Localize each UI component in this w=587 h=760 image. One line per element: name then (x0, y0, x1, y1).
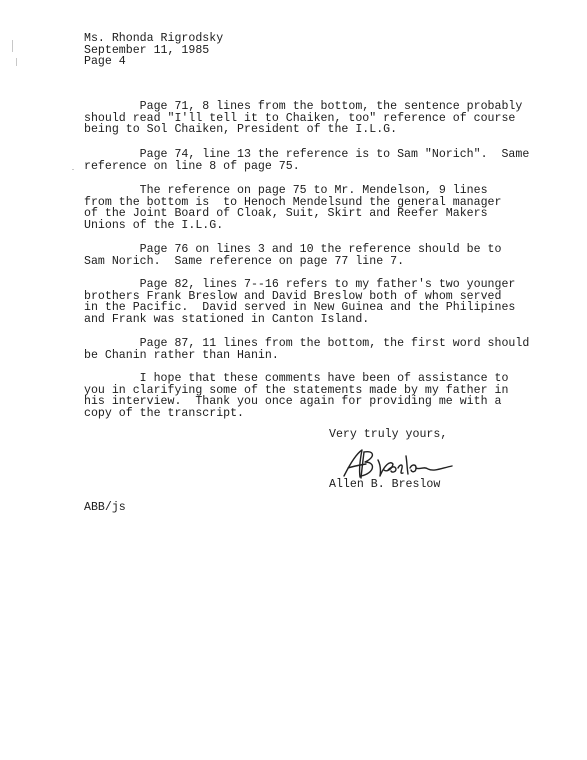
paragraph-line: you in clarifying some of the statements made by my father in (84, 383, 509, 397)
scan-speck (16, 58, 17, 66)
paragraph-page-74 (84, 149, 584, 172)
scan-speck (12, 40, 13, 52)
paragraph-line: Unions of the I.L.G. (84, 218, 224, 232)
paragraph-line: Page 71, 8 lines from the bottom, the sentence probably (84, 100, 523, 113)
paragraph-line: of the Joint Board of Cloak, Suit, Skirt and Reefer Makers (84, 207, 488, 221)
paragraph-page-71 (84, 101, 584, 136)
paragraph-closing-remarks (84, 373, 584, 419)
paragraph-line: be Chanin rather than Hanin. (84, 348, 279, 362)
complimentary-close: Very truly yours, (329, 428, 448, 441)
paragraph-line: The reference on page 75 to Mr. Mendelson, 9 lines (84, 184, 488, 197)
paragraph-line: his interview. Thank you once again for providing me with a (84, 395, 502, 409)
paragraph-page-82 (84, 279, 584, 325)
scan-speck (72, 169, 74, 170)
paragraph-line: reference on line 8 of page 75. (84, 159, 300, 173)
paragraph-line: and Frank was stationed in Canton Island. (84, 312, 370, 326)
recipient-name: Ms. Rhonda Rigrodsky (84, 32, 224, 45)
signer-name: Allen B. Breslow (329, 478, 441, 491)
paragraph-line: Page 76 on lines 3 and 10 the reference should be to (84, 243, 502, 256)
letter-header (84, 33, 223, 68)
paragraph-line: Page 87, 11 lines from the bottom, the first word should (84, 337, 530, 350)
paragraph-page-75 (84, 185, 584, 231)
paragraph-line: brothers Frank Breslow and David Breslow both of whom served (84, 289, 502, 303)
paragraph-page-76 (84, 244, 584, 267)
letter-date: September 11, 1985 (84, 43, 210, 57)
paragraph-line: Page 74, line 13 the reference is to Sam "Norich". Same (84, 148, 530, 161)
paragraph-line: I hope that these comments have been of assistance to (84, 372, 509, 385)
paragraph-line: copy of the transcript. (84, 406, 245, 420)
reference-initials: ABB/js (84, 501, 126, 514)
paragraph-line: being to Sol Chaiken, President of the I.L.G. (84, 123, 398, 137)
paragraph-line: Sam Norich. Same reference on page 77 line 7. (84, 254, 405, 268)
paragraph-line: Page 82, lines 7--16 refers to my father's two younger (84, 278, 516, 291)
paragraph-line: in the Pacific. David served in New Guinea and the Philipines (84, 301, 516, 315)
paragraph-line: from the bottom is to Henoch Mendelsund the general manager (84, 195, 502, 209)
page-number: Page 4 (84, 55, 126, 69)
paragraph-page-87 (84, 338, 584, 361)
paragraph-line: should read "I'll tell it to Chaiken, too" reference of course (84, 111, 516, 125)
